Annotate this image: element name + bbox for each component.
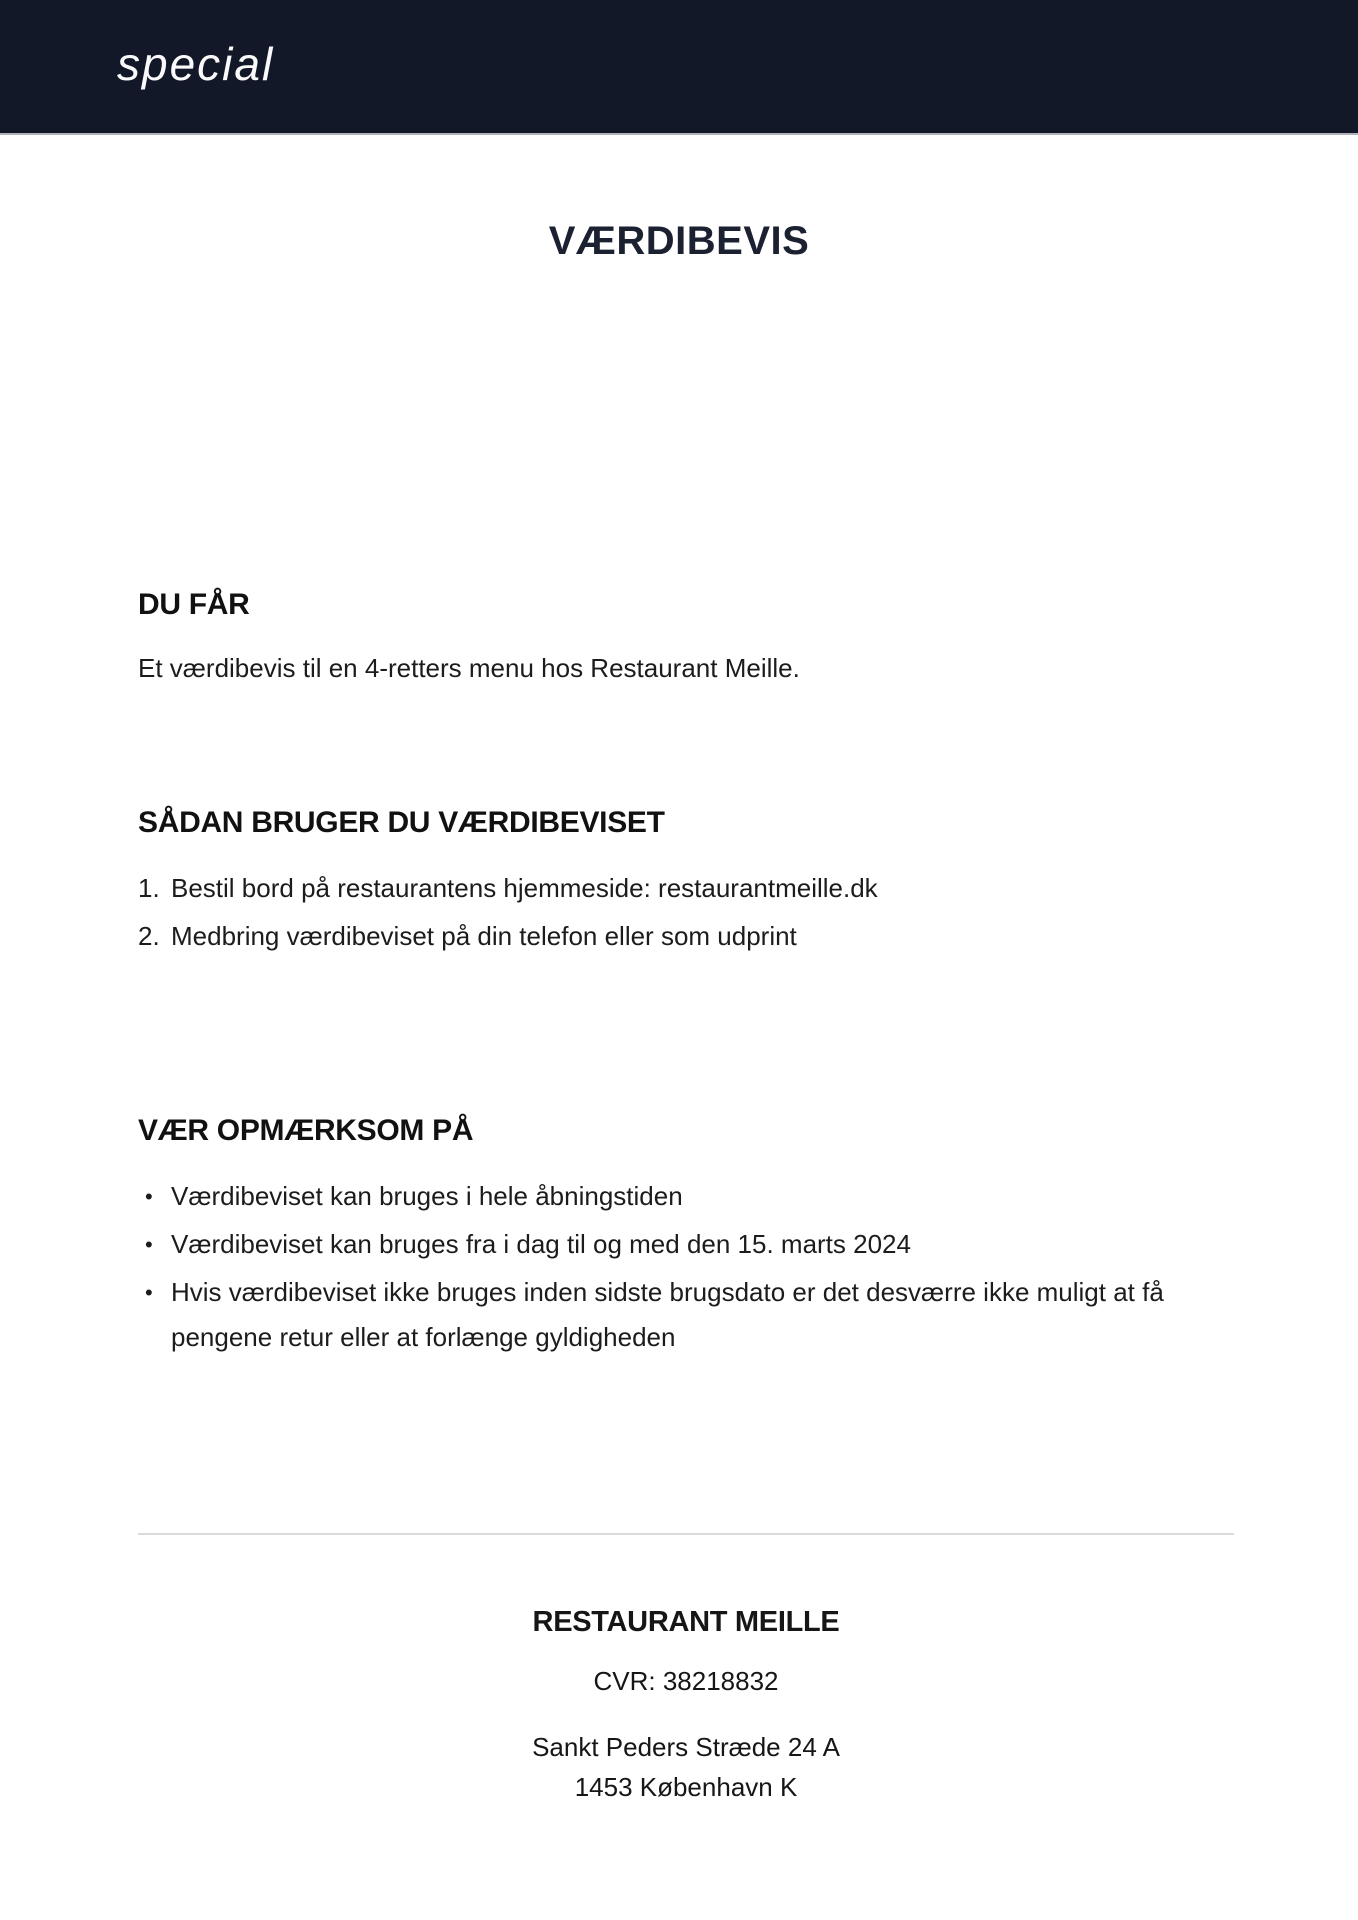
list-item: [138, 1174, 1234, 1219]
list-item-text: Værdibeviset kan bruges fra i dag til og med den 15. marts 2024: [171, 1229, 911, 1259]
list-item: [138, 914, 1234, 959]
footer-divider: [138, 1533, 1234, 1535]
restaurant-info: [138, 1603, 1234, 1807]
restaurant-name: RESTAURANT MEILLE: [532, 1606, 840, 1638]
you-get-description: Et værdibevis til en 4-retters menu hos Restaurant Meille.: [138, 653, 800, 683]
section-heading-how-to-use: SÅDAN BRUGER DU VÆRDIBEVISET: [138, 806, 665, 839]
how-to-use-list: [138, 866, 1234, 959]
voucher-content: [138, 585, 1234, 1360]
section-heading-be-aware: VÆR OPMÆRKSOM PÅ: [138, 1114, 474, 1147]
address-line-2: 1453 København K: [574, 1772, 798, 1802]
list-item: [138, 1270, 1234, 1360]
bullet-icon: •: [145, 1232, 153, 1257]
list-item-text: Værdibeviset kan bruges i hele åbningstiden: [171, 1181, 683, 1211]
bullet-icon: •: [145, 1184, 153, 1209]
list-item: [138, 1222, 1234, 1267]
list-item-text: Bestil bord på restaurantens hjemmeside: restaurantmeille.dk: [171, 873, 878, 903]
brand-logo: special: [117, 37, 275, 90]
restaurant-cvr: CVR: 38218832: [593, 1666, 779, 1696]
address-line-1: Sankt Peders Stræde 24 A: [532, 1732, 840, 1762]
list-number: 2.: [138, 921, 160, 951]
restaurant-address: [138, 1727, 1234, 1807]
list-item-text: Medbring værdibeviset på din telefon eller som udprint: [171, 921, 797, 951]
be-aware-list: [138, 1174, 1234, 1360]
bullet-icon: •: [145, 1280, 153, 1305]
list-item: [138, 866, 1234, 911]
list-number: 1.: [138, 873, 160, 903]
list-item-text: Hvis værdibeviset ikke bruges inden sidste brugsdato er det desværre ikke muligt at få pengene retur eller at forlænge gyldigheden: [171, 1277, 1164, 1352]
section-heading-you-get: DU FÅR: [138, 588, 250, 621]
page-title: VÆRDIBEVIS: [548, 219, 810, 263]
header-bar: [0, 0, 1358, 135]
